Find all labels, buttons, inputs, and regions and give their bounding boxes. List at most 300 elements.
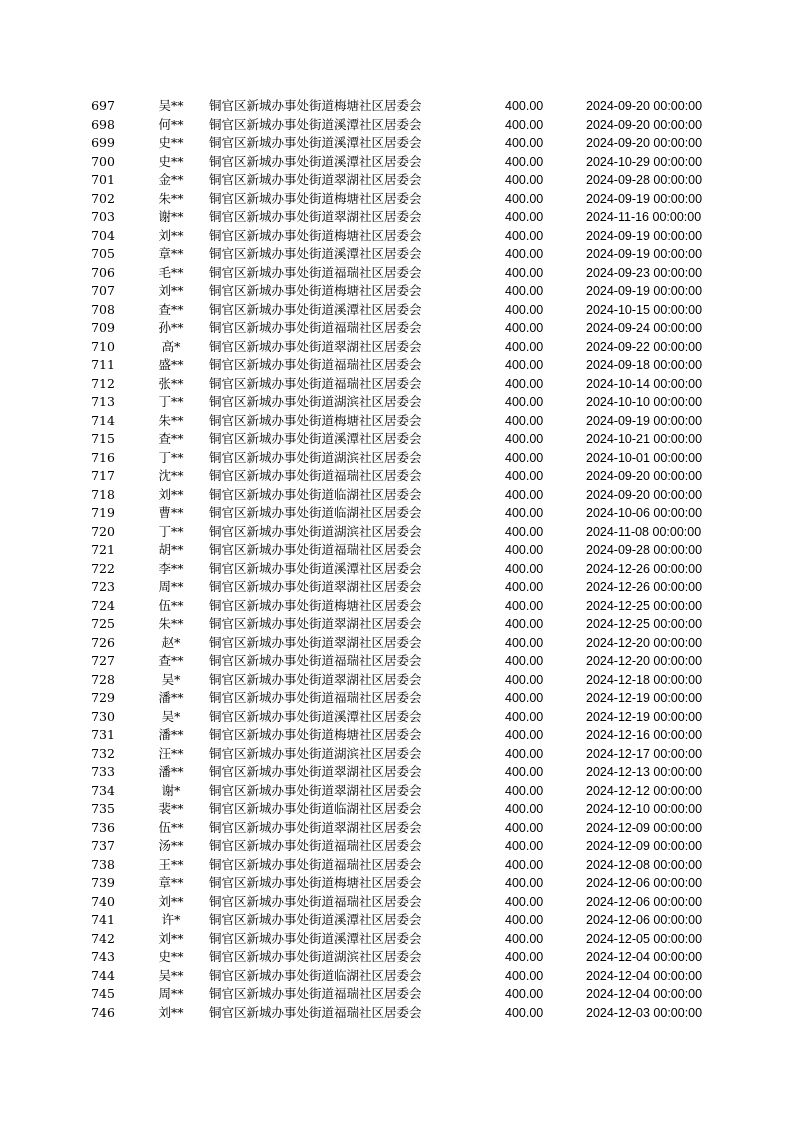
row-number: 708 [91, 301, 115, 317]
person-name: 吴** [158, 98, 184, 113]
organization: 铜官区新城办事处街道福瑞社区居委会 [209, 320, 422, 335]
row-number: 709 [91, 320, 115, 335]
person-name: 刘** [158, 283, 184, 298]
table-row [0, 634, 793, 653]
person-name: 丁** [158, 523, 184, 539]
row-number: 701 [91, 172, 115, 187]
row-number: 704 [91, 227, 115, 243]
table-row [0, 504, 793, 523]
table-row [0, 338, 793, 357]
date: 2024-12-04 00:00:00 [586, 987, 703, 1001]
row-number: 736 [91, 819, 115, 835]
organization: 铜官区新城办事处街道溪潭社区居委会 [209, 708, 422, 724]
organization: 铜官区新城办事处街道福瑞社区居委会 [209, 653, 422, 668]
amount: 400.00 [505, 617, 544, 631]
amount: 400.00 [505, 765, 544, 779]
amount: 400.00 [505, 876, 544, 890]
date: 2024-12-25 00:00:00 [586, 598, 703, 613]
date: 2024-12-18 00:00:00 [586, 672, 703, 687]
organization: 铜官区新城办事处街道梅塘社区居委会 [209, 875, 422, 890]
date: 2024-10-14 00:00:00 [586, 376, 703, 391]
person-name: 史** [158, 153, 184, 169]
row-number: 723 [91, 579, 115, 594]
row-number: 724 [91, 597, 115, 613]
organization: 铜官区新城办事处街道溪潭社区居委会 [209, 431, 422, 446]
person-name: 吴* [161, 671, 181, 687]
date: 2024-12-05 00:00:00 [586, 931, 703, 946]
person-name: 孙** [158, 320, 184, 335]
date: 2024-10-15 00:00:00 [586, 302, 703, 317]
table-row [0, 153, 793, 172]
amount: 400.00 [505, 857, 544, 872]
row-number: 746 [91, 1004, 115, 1020]
row-number: 738 [91, 856, 115, 872]
person-name: 吴* [161, 708, 181, 724]
date: 2024-10-29 00:00:00 [586, 154, 703, 169]
amount: 400.00 [505, 117, 544, 132]
amount: 400.00 [505, 321, 544, 335]
amount: 400.00 [505, 487, 544, 502]
person-name: 潘** [158, 690, 184, 705]
row-number: 737 [91, 838, 115, 853]
person-name: 刘** [158, 486, 184, 502]
amount: 400.00 [505, 450, 544, 465]
amount: 400.00 [505, 1005, 544, 1020]
table-row [0, 689, 793, 708]
table-row [0, 800, 793, 819]
date: 2024-12-03 00:00:00 [586, 1005, 703, 1020]
date: 2024-09-18 00:00:00 [586, 358, 703, 372]
amount: 400.00 [505, 598, 544, 613]
row-number: 740 [91, 893, 115, 909]
organization: 铜官区新城办事处街道梅塘社区居委会 [209, 98, 422, 113]
amount: 400.00 [505, 265, 544, 280]
amount: 400.00 [505, 913, 544, 927]
row-number: 728 [91, 671, 115, 687]
person-name: 毛** [158, 264, 184, 280]
organization: 铜官区新城办事处街道湖滨社区居委会 [209, 523, 422, 539]
person-name: 潘** [158, 727, 184, 742]
table-row [0, 449, 793, 468]
date: 2024-09-20 00:00:00 [586, 487, 703, 502]
table-row [0, 652, 793, 671]
organization: 铜官区新城办事处街道翠湖社区居委会 [209, 764, 422, 779]
date: 2024-09-19 00:00:00 [586, 247, 703, 261]
row-number: 726 [91, 634, 115, 650]
table-row [0, 134, 793, 153]
table-row [0, 930, 793, 949]
table-row [0, 412, 793, 431]
table-row [0, 856, 793, 875]
organization: 铜官区新城办事处街道溪潭社区居委会 [209, 912, 422, 927]
amount: 400.00 [505, 247, 544, 261]
person-name: 周** [158, 986, 184, 1001]
table-row [0, 264, 793, 283]
amount: 400.00 [505, 395, 544, 409]
organization: 铜官区新城办事处街道溪潭社区居委会 [209, 301, 422, 317]
date: 2024-12-08 00:00:00 [586, 857, 703, 872]
amount: 400.00 [505, 339, 544, 354]
organization: 铜官区新城办事处街道梅塘社区居委会 [209, 597, 422, 613]
amount: 400.00 [505, 839, 544, 853]
amount: 400.00 [505, 654, 544, 668]
organization: 铜官区新城办事处街道翠湖社区居委会 [209, 634, 422, 650]
row-number: 703 [91, 209, 115, 224]
person-name: 朱** [158, 190, 184, 206]
person-name: 许* [161, 912, 181, 927]
table-row [0, 245, 793, 264]
row-number: 721 [91, 542, 115, 557]
date: 2024-09-20 00:00:00 [586, 136, 703, 150]
row-number: 712 [91, 375, 115, 391]
person-name: 王** [158, 856, 184, 872]
person-name: 丁** [158, 449, 184, 465]
amount: 400.00 [505, 302, 544, 317]
person-name: 章** [158, 875, 184, 890]
date: 2024-12-09 00:00:00 [586, 820, 703, 835]
person-name: 胡** [158, 542, 184, 557]
table-row [0, 837, 793, 856]
row-number: 698 [91, 116, 115, 132]
organization: 铜官区新城办事处街道翠湖社区居委会 [209, 338, 422, 354]
amount: 400.00 [505, 580, 544, 594]
date: 2024-09-20 00:00:00 [586, 99, 703, 113]
amount: 400.00 [505, 228, 544, 243]
date: 2024-12-19 00:00:00 [586, 691, 703, 705]
person-name: 查** [158, 301, 184, 317]
person-name: 赵* [161, 634, 181, 650]
person-name: 刘** [158, 1004, 184, 1020]
date: 2024-10-01 00:00:00 [586, 450, 703, 465]
organization: 铜官区新城办事处街道湖滨社区居委会 [209, 394, 422, 409]
organization: 铜官区新城办事处街道湖滨社区居委会 [209, 449, 422, 465]
date: 2024-12-04 00:00:00 [586, 950, 703, 964]
amount: 400.00 [505, 802, 544, 816]
row-number: 722 [91, 560, 115, 576]
amount: 400.00 [505, 173, 544, 187]
organization: 铜官区新城办事处街道翠湖社区居委会 [209, 616, 422, 631]
person-name: 谢** [158, 209, 184, 224]
row-number: 705 [91, 246, 115, 261]
table-row [0, 486, 793, 505]
amount: 400.00 [505, 672, 544, 687]
row-number: 743 [91, 949, 115, 964]
organization: 铜官区新城办事处街道翠湖社区居委会 [209, 172, 422, 187]
table-row [0, 671, 793, 690]
date: 2024-09-19 00:00:00 [586, 191, 703, 206]
amount: 400.00 [505, 284, 544, 298]
table-row [0, 171, 793, 190]
person-name: 查** [158, 431, 184, 446]
amount: 400.00 [505, 99, 544, 113]
amount: 400.00 [505, 376, 544, 391]
organization: 铜官区新城办事处街道梅塘社区居委会 [209, 283, 422, 298]
date: 2024-09-20 00:00:00 [586, 117, 703, 132]
person-name: 曹** [158, 505, 184, 520]
organization: 铜官区新城办事处街道临湖社区居委会 [209, 486, 422, 502]
amount: 400.00 [505, 968, 544, 983]
organization: 铜官区新城办事处街道翠湖社区居委会 [209, 209, 422, 224]
table-row [0, 541, 793, 560]
row-number: 739 [91, 875, 115, 890]
row-number: 713 [91, 394, 115, 409]
row-number: 731 [91, 727, 115, 742]
organization: 铜官区新城办事处街道梅塘社区居委会 [209, 727, 422, 742]
person-name: 朱** [158, 616, 184, 631]
table-row [0, 227, 793, 246]
amount: 400.00 [505, 136, 544, 150]
organization: 铜官区新城办事处街道溪潭社区居委会 [209, 135, 422, 150]
date: 2024-12-09 00:00:00 [586, 839, 703, 853]
table-row [0, 282, 793, 301]
row-number: 733 [91, 764, 115, 779]
table-row [0, 911, 793, 930]
row-number: 717 [91, 468, 115, 483]
person-name: 张** [158, 375, 184, 391]
person-name: 何** [158, 116, 184, 132]
table-row [0, 1004, 793, 1023]
person-name: 伍** [158, 597, 184, 613]
row-number: 725 [91, 616, 115, 631]
organization: 铜官区新城办事处街道梅塘社区居委会 [209, 412, 422, 428]
date: 2024-09-28 00:00:00 [586, 173, 703, 187]
date: 2024-12-26 00:00:00 [586, 561, 703, 576]
row-number: 742 [91, 930, 115, 946]
person-name: 吴** [158, 967, 184, 983]
amount: 400.00 [505, 524, 544, 539]
amount: 400.00 [505, 820, 544, 835]
organization: 铜官区新城办事处街道福瑞社区居委会 [209, 375, 422, 391]
table-row [0, 375, 793, 394]
person-name: 潘** [158, 764, 184, 779]
table-row [0, 782, 793, 801]
date: 2024-12-12 00:00:00 [586, 783, 703, 798]
person-name: 丁** [158, 394, 184, 409]
table-row [0, 116, 793, 135]
table-row [0, 393, 793, 412]
amount: 400.00 [505, 154, 544, 169]
person-name: 汪** [158, 745, 184, 761]
date: 2024-12-26 00:00:00 [586, 580, 703, 594]
amount: 400.00 [505, 358, 544, 372]
person-name: 沈** [158, 468, 184, 483]
organization: 铜官区新城办事处街道溪潭社区居委会 [209, 153, 422, 169]
row-number: 720 [91, 523, 115, 539]
person-name: 章** [158, 246, 184, 261]
row-number: 716 [91, 449, 115, 465]
date: 2024-12-06 00:00:00 [586, 913, 703, 927]
date: 2024-10-10 00:00:00 [586, 395, 703, 409]
amount: 400.00 [505, 746, 544, 761]
date: 2024-11-16 00:00:00 [586, 210, 702, 224]
table-row [0, 948, 793, 967]
table-row [0, 190, 793, 209]
table-row [0, 467, 793, 486]
amount: 400.00 [505, 561, 544, 576]
date: 2024-12-06 00:00:00 [586, 894, 703, 909]
table-row [0, 597, 793, 616]
date: 2024-10-21 00:00:00 [586, 432, 703, 446]
row-number: 714 [91, 412, 115, 428]
amount: 400.00 [505, 931, 544, 946]
table-row [0, 430, 793, 449]
person-name: 朱** [158, 412, 184, 428]
person-name: 盛** [158, 357, 184, 372]
row-number: 700 [91, 153, 115, 169]
row-number: 711 [91, 357, 115, 372]
amount: 400.00 [505, 728, 544, 742]
organization: 铜官区新城办事处街道福瑞社区居委会 [209, 264, 422, 280]
organization: 铜官区新城办事处街道福瑞社区居委会 [209, 893, 422, 909]
table-row [0, 967, 793, 986]
date: 2024-12-20 00:00:00 [586, 635, 703, 650]
row-number: 734 [91, 782, 115, 798]
organization: 铜官区新城办事处街道翠湖社区居委会 [209, 671, 422, 687]
date: 2024-09-20 00:00:00 [586, 469, 703, 483]
amount: 400.00 [505, 709, 544, 724]
amount: 400.00 [505, 191, 544, 206]
organization: 铜官区新城办事处街道福瑞社区居委会 [209, 542, 422, 557]
date: 2024-09-19 00:00:00 [586, 228, 703, 243]
person-name: 史** [158, 135, 184, 150]
person-name: 金** [158, 172, 184, 187]
date: 2024-12-25 00:00:00 [586, 617, 703, 631]
date: 2024-11-08 00:00:00 [586, 524, 702, 539]
date: 2024-12-04 00:00:00 [586, 968, 703, 983]
date: 2024-12-20 00:00:00 [586, 654, 703, 668]
date: 2024-12-16 00:00:00 [586, 728, 703, 742]
table-row [0, 560, 793, 579]
organization: 铜官区新城办事处街道溪潭社区居委会 [209, 560, 422, 576]
table-row [0, 745, 793, 764]
row-number: 707 [91, 283, 115, 298]
amount: 400.00 [505, 691, 544, 705]
table-row [0, 97, 793, 116]
person-name: 刘** [158, 227, 184, 243]
amount: 400.00 [505, 894, 544, 909]
row-number: 744 [91, 967, 115, 983]
organization: 铜官区新城办事处街道梅塘社区居委会 [209, 190, 422, 206]
row-number: 699 [91, 135, 115, 150]
row-number: 741 [91, 912, 115, 927]
row-number: 735 [91, 801, 115, 816]
organization: 铜官区新城办事处街道福瑞社区居委会 [209, 1004, 422, 1020]
table-row [0, 208, 793, 227]
row-number: 727 [91, 653, 115, 668]
organization: 铜官区新城办事处街道福瑞社区居委会 [209, 856, 422, 872]
organization: 铜官区新城办事处街道临湖社区居委会 [209, 967, 422, 983]
person-name: 周** [158, 579, 184, 594]
person-name: 谢* [161, 782, 181, 798]
date: 2024-12-17 00:00:00 [586, 746, 703, 761]
table-row [0, 319, 793, 338]
person-name: 裴** [158, 801, 184, 816]
table-row [0, 708, 793, 727]
subsidy-table [0, 97, 793, 1022]
table-row [0, 523, 793, 542]
amount: 400.00 [505, 543, 544, 557]
row-number: 715 [91, 431, 115, 446]
date: 2024-09-28 00:00:00 [586, 543, 703, 557]
amount: 400.00 [505, 432, 544, 446]
organization: 铜官区新城办事处街道梅塘社区居委会 [209, 227, 422, 243]
amount: 400.00 [505, 635, 544, 650]
row-number: 729 [91, 690, 115, 705]
organization: 铜官区新城办事处街道临湖社区居委会 [209, 801, 422, 816]
date: 2024-09-23 00:00:00 [586, 265, 703, 280]
organization: 铜官区新城办事处街道福瑞社区居委会 [209, 838, 422, 853]
organization: 铜官区新城办事处街道湖滨社区居委会 [209, 745, 422, 761]
date: 2024-09-22 00:00:00 [586, 339, 703, 354]
table-row [0, 819, 793, 838]
row-number: 697 [91, 98, 115, 113]
amount: 400.00 [505, 783, 544, 798]
date: 2024-09-19 00:00:00 [586, 413, 703, 428]
person-name: 李** [158, 560, 184, 576]
row-number: 706 [91, 264, 115, 280]
amount: 400.00 [505, 469, 544, 483]
date: 2024-10-06 00:00:00 [586, 506, 703, 520]
row-number: 702 [91, 190, 115, 206]
organization: 铜官区新城办事处街道翠湖社区居委会 [209, 782, 422, 798]
organization: 铜官区新城办事处街道翠湖社区居委会 [209, 819, 422, 835]
organization: 铜官区新城办事处街道溪潭社区居委会 [209, 246, 422, 261]
amount: 400.00 [505, 210, 544, 224]
row-number: 732 [91, 745, 115, 761]
person-name: 高* [161, 338, 181, 354]
date: 2024-09-24 00:00:00 [586, 321, 703, 335]
organization: 铜官区新城办事处街道湖滨社区居委会 [209, 949, 422, 964]
row-number: 719 [91, 505, 115, 520]
organization: 铜官区新城办事处街道福瑞社区居委会 [209, 357, 422, 372]
amount: 400.00 [505, 987, 544, 1001]
table-row [0, 578, 793, 597]
date: 2024-12-19 00:00:00 [586, 709, 703, 724]
organization: 铜官区新城办事处街道翠湖社区居委会 [209, 579, 422, 594]
row-number: 718 [91, 486, 115, 502]
person-name: 史** [158, 949, 184, 964]
row-number: 710 [91, 338, 115, 354]
amount: 400.00 [505, 413, 544, 428]
organization: 铜官区新城办事处街道福瑞社区居委会 [209, 690, 422, 705]
amount: 400.00 [505, 506, 544, 520]
date: 2024-09-19 00:00:00 [586, 284, 703, 298]
person-name: 刘** [158, 930, 184, 946]
organization: 铜官区新城办事处街道福瑞社区居委会 [209, 986, 422, 1001]
table-row [0, 763, 793, 782]
organization: 铜官区新城办事处街道临湖社区居委会 [209, 505, 422, 520]
person-name: 刘** [158, 893, 184, 909]
table-row [0, 301, 793, 320]
row-number: 745 [91, 986, 115, 1001]
table-row [0, 985, 793, 1004]
table-row [0, 615, 793, 634]
table-row [0, 726, 793, 745]
date: 2024-12-10 00:00:00 [586, 802, 703, 816]
person-name: 汤** [158, 838, 184, 853]
table-row [0, 874, 793, 893]
table-row [0, 356, 793, 375]
organization: 铜官区新城办事处街道福瑞社区居委会 [209, 468, 422, 483]
table-row [0, 893, 793, 912]
date: 2024-12-13 00:00:00 [586, 765, 703, 779]
date: 2024-12-06 00:00:00 [586, 876, 703, 890]
organization: 铜官区新城办事处街道溪潭社区居委会 [209, 930, 422, 946]
organization: 铜官区新城办事处街道溪潭社区居委会 [209, 116, 422, 132]
amount: 400.00 [505, 950, 544, 964]
person-name: 查** [158, 653, 184, 668]
person-name: 伍** [158, 819, 184, 835]
